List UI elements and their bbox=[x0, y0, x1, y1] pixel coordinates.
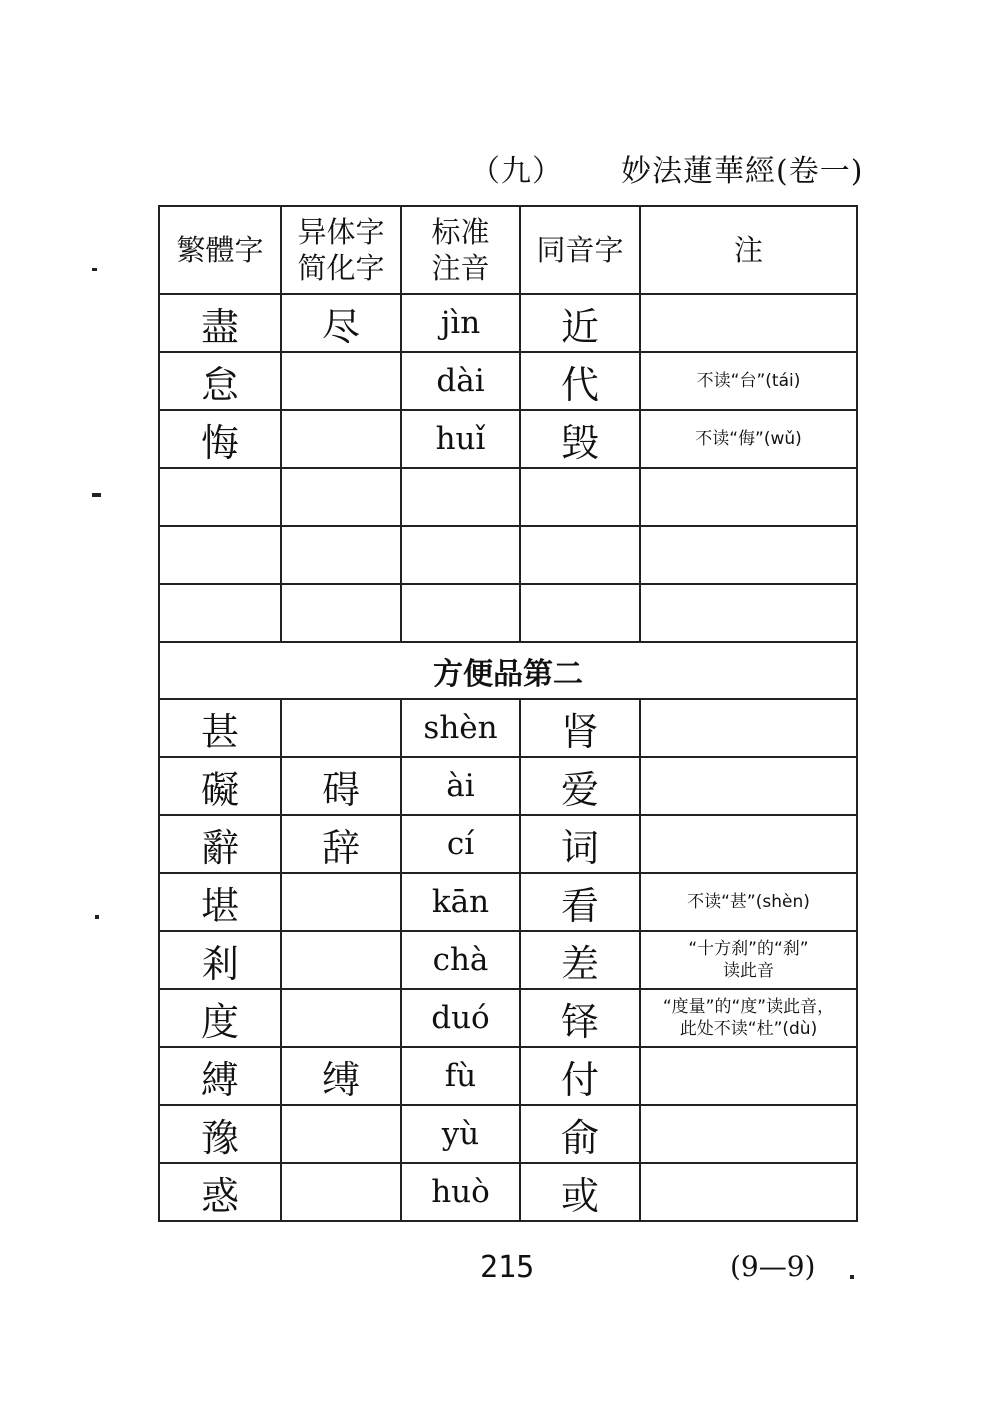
homophone-cell bbox=[520, 468, 640, 526]
table-row bbox=[159, 757, 857, 815]
traditional-char-cell bbox=[159, 526, 281, 584]
note-cell bbox=[640, 757, 857, 815]
section-title: 方便品第二 bbox=[159, 642, 857, 699]
table-row bbox=[159, 815, 857, 873]
traditional-char-cell: 悔 bbox=[159, 410, 281, 468]
homophone-cell: 差 bbox=[520, 931, 640, 989]
pinyin-cell: ài bbox=[401, 757, 520, 815]
scan-speck bbox=[850, 1275, 854, 1279]
pinyin-cell bbox=[401, 584, 520, 642]
homophone-cell: 俞 bbox=[520, 1105, 640, 1163]
homophone-cell: 词 bbox=[520, 815, 640, 873]
variant-char-cell bbox=[281, 989, 401, 1047]
col-header-pinyin: 标准 注音 bbox=[401, 206, 520, 294]
traditional-char-cell: 堪 bbox=[159, 873, 281, 931]
section-code: (9—9) bbox=[730, 1250, 816, 1283]
pinyin-cell: chà bbox=[401, 931, 520, 989]
homophone-cell: 爱 bbox=[520, 757, 640, 815]
traditional-char-cell: 惑 bbox=[159, 1163, 281, 1221]
pinyin-cell: jìn bbox=[401, 294, 520, 352]
traditional-char-cell bbox=[159, 584, 281, 642]
note-cell: “度量”的“度”读此音， 此处不读“杜”(dù) bbox=[640, 989, 857, 1047]
homophone-cell: 或 bbox=[520, 1163, 640, 1221]
variant-char-cell: 尽 bbox=[281, 294, 401, 352]
table-row bbox=[159, 931, 857, 989]
sutra-title: 妙法蓮華經(卷一) bbox=[621, 154, 864, 189]
traditional-char-cell bbox=[159, 468, 281, 526]
variant-char-cell bbox=[281, 468, 401, 526]
pinyin-cell: dài bbox=[401, 352, 520, 410]
table-row bbox=[159, 1047, 857, 1105]
variant-char-cell bbox=[281, 526, 401, 584]
pinyin-cell: kān bbox=[401, 873, 520, 931]
table-row bbox=[159, 584, 857, 642]
table-row bbox=[159, 873, 857, 931]
pinyin-cell: huǐ bbox=[401, 410, 520, 468]
variant-char-cell: 碍 bbox=[281, 757, 401, 815]
table-row bbox=[159, 352, 857, 410]
page-number: 215 bbox=[480, 1250, 535, 1285]
traditional-char-cell: 縛 bbox=[159, 1047, 281, 1105]
variant-char-cell bbox=[281, 873, 401, 931]
table-row bbox=[159, 294, 857, 352]
table-body-top bbox=[159, 294, 857, 642]
variant-char-cell bbox=[281, 352, 401, 410]
note-cell bbox=[640, 294, 857, 352]
homophone-cell: 肾 bbox=[520, 699, 640, 757]
variant-char-cell bbox=[281, 584, 401, 642]
pinyin-cell: cí bbox=[401, 815, 520, 873]
variant-char-cell bbox=[281, 1163, 401, 1221]
scan-speck bbox=[92, 493, 101, 497]
traditional-char-cell: 甚 bbox=[159, 699, 281, 757]
note-cell bbox=[640, 468, 857, 526]
note-cell bbox=[640, 1163, 857, 1221]
note-cell bbox=[640, 815, 857, 873]
col-header-homophone: 同音字 bbox=[520, 206, 640, 294]
note-cell: 不读“甚”(shèn) bbox=[640, 873, 857, 931]
variant-char-cell bbox=[281, 1105, 401, 1163]
note-cell bbox=[640, 1047, 857, 1105]
homophone-cell bbox=[520, 526, 640, 584]
traditional-char-cell: 怠 bbox=[159, 352, 281, 410]
homophone-cell: 代 bbox=[520, 352, 640, 410]
scan-speck bbox=[95, 915, 99, 919]
section-row bbox=[159, 642, 857, 699]
table-row bbox=[159, 1163, 857, 1221]
table-row bbox=[159, 468, 857, 526]
note-cell bbox=[640, 1105, 857, 1163]
homophone-cell: 看 bbox=[520, 873, 640, 931]
traditional-char-cell: 辭 bbox=[159, 815, 281, 873]
note-cell bbox=[640, 699, 857, 757]
traditional-char-cell: 豫 bbox=[159, 1105, 281, 1163]
table-row bbox=[159, 526, 857, 584]
variant-char-cell bbox=[281, 931, 401, 989]
table-row bbox=[159, 410, 857, 468]
table-row bbox=[159, 699, 857, 757]
homophone-cell: 毁 bbox=[520, 410, 640, 468]
variant-char-cell bbox=[281, 410, 401, 468]
note-cell bbox=[640, 526, 857, 584]
table-header-row bbox=[159, 206, 857, 294]
col-header-note: 注 bbox=[640, 206, 857, 294]
table-row bbox=[159, 989, 857, 1047]
page-header bbox=[470, 146, 863, 190]
note-cell: “十方刹”的“刹” 读此音 bbox=[640, 931, 857, 989]
variant-char-cell: 辞 bbox=[281, 815, 401, 873]
traditional-char-cell: 剎 bbox=[159, 931, 281, 989]
traditional-char-cell: 盡 bbox=[159, 294, 281, 352]
scan-speck bbox=[92, 268, 97, 271]
variant-char-cell: 缚 bbox=[281, 1047, 401, 1105]
variant-char-cell bbox=[281, 699, 401, 757]
homophone-cell: 近 bbox=[520, 294, 640, 352]
note-cell bbox=[640, 584, 857, 642]
pinyin-cell: yù bbox=[401, 1105, 520, 1163]
col-header-variant: 异体字 简化字 bbox=[281, 206, 401, 294]
chapter-number: （九） bbox=[470, 154, 563, 189]
table-row bbox=[159, 1105, 857, 1163]
pinyin-cell bbox=[401, 526, 520, 584]
pronunciation-table bbox=[158, 205, 858, 1222]
homophone-cell bbox=[520, 584, 640, 642]
pinyin-cell: huò bbox=[401, 1163, 520, 1221]
note-cell: 不读“侮”(wǔ) bbox=[640, 410, 857, 468]
pinyin-cell: fù bbox=[401, 1047, 520, 1105]
table-body-bottom bbox=[159, 699, 857, 1221]
col-header-traditional: 繁體字 bbox=[159, 206, 281, 294]
pinyin-cell bbox=[401, 468, 520, 526]
note-cell: 不读“台”(tái) bbox=[640, 352, 857, 410]
homophone-cell: 付 bbox=[520, 1047, 640, 1105]
pinyin-cell: shèn bbox=[401, 699, 520, 757]
traditional-char-cell: 礙 bbox=[159, 757, 281, 815]
homophone-cell: 铎 bbox=[520, 989, 640, 1047]
traditional-char-cell: 度 bbox=[159, 989, 281, 1047]
pinyin-cell: duó bbox=[401, 989, 520, 1047]
